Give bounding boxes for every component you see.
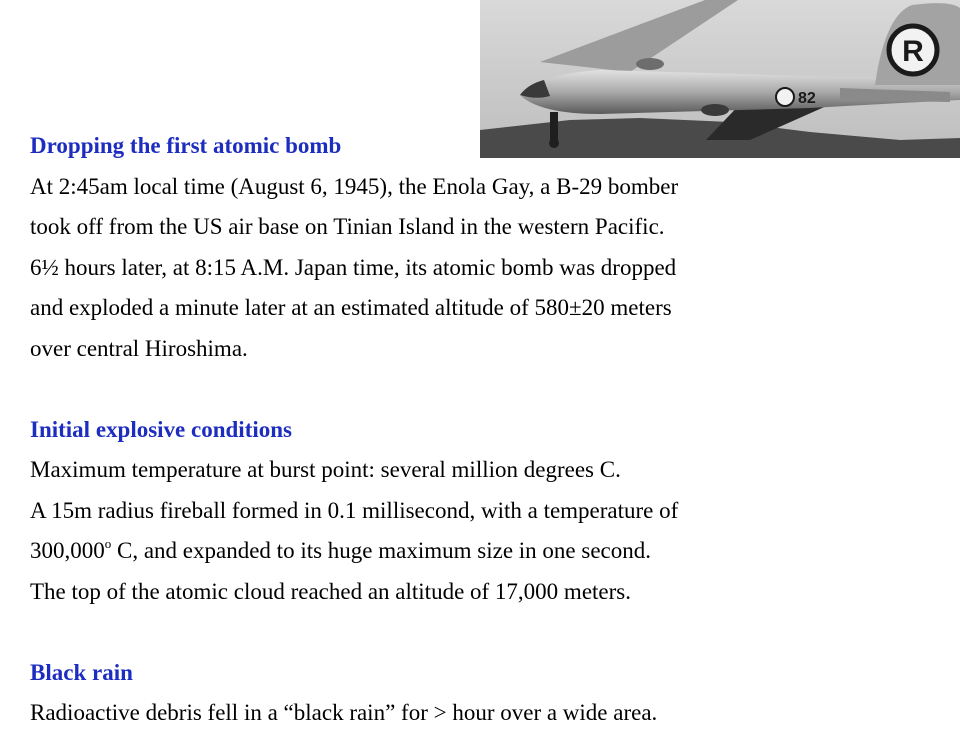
body-line: At 2:45am local time (August 6, 1945), the Enola Gay, a B-29 bomber	[30, 173, 679, 199]
body-line: The top of the atomic cloud reached an altitude of 17,000 meters.	[30, 578, 631, 604]
body-line: Maximum temperature at burst point: several million degrees C.	[30, 457, 621, 482]
body-line: Radioactive debris fell in a “black rain” for > hour over a wide area.	[30, 700, 658, 725]
spacer	[30, 612, 950, 653]
star-insignia	[776, 88, 794, 106]
engine-nacelle-lower	[701, 104, 729, 116]
fuselage-number: 82	[798, 90, 816, 107]
section-heading-dropping: Dropping the first atomic bomb	[30, 133, 342, 158]
section-heading-conditions: Initial explosive conditions	[30, 416, 292, 442]
body-line: A 15m radius fireball formed in 0.1 millisecond, with a temperature of	[30, 497, 679, 523]
body-line: took off from the US air base on Tinian Island in the western Pacific.	[30, 214, 665, 239]
body-line: 6½ hours later, at 8:15 A.M. Japan time, its atomic bomb was dropped	[30, 254, 677, 280]
slide-body	[30, 126, 950, 734]
temperature-text: C, and expanded to its huge maximum size in one second.	[111, 538, 651, 563]
spacer	[30, 369, 950, 410]
body-line: and exploded a minute later at an estimated altitude of 580±20 meters	[30, 295, 672, 320]
section-heading-black-rain: Black rain	[30, 659, 133, 685]
temperature-value: 300,000	[30, 538, 105, 563]
tail-letter: R	[902, 35, 924, 68]
degree-superscript: o	[104, 536, 112, 551]
body-line: over central Hiroshima.	[30, 335, 248, 361]
body-line-temperature	[30, 531, 950, 572]
engine-nacelle	[636, 58, 664, 70]
